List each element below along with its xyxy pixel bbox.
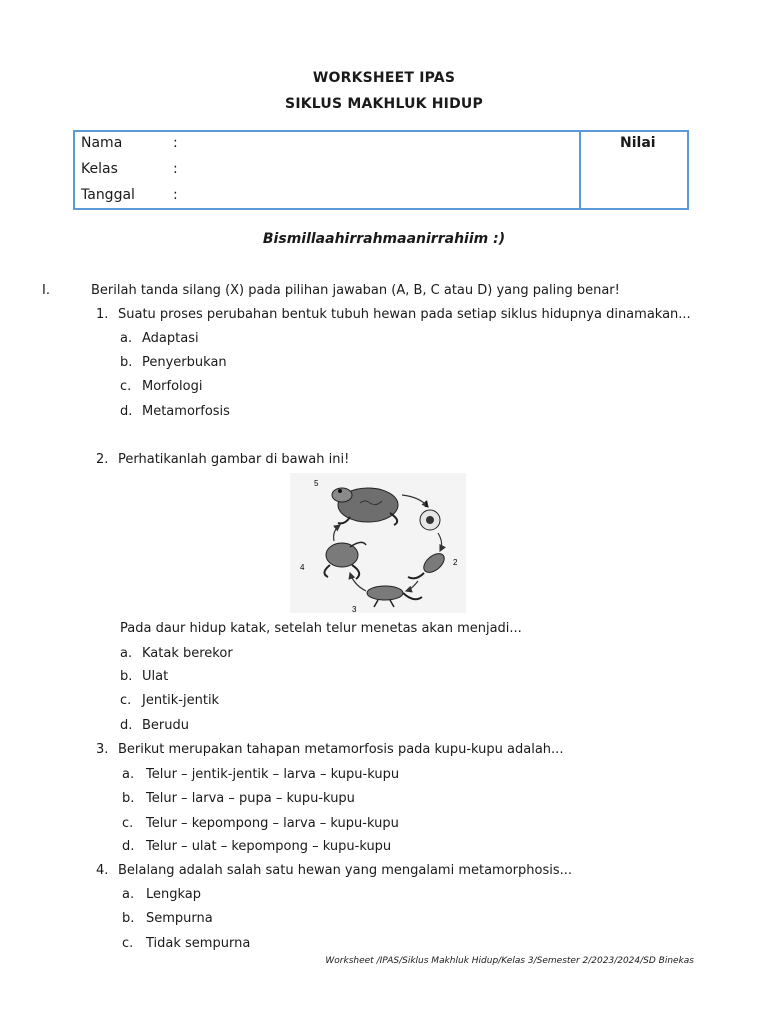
- q3-option-d: [122, 839, 391, 854]
- stage-label-1: 1: [424, 500, 429, 509]
- option-letter: b.: [120, 355, 133, 370]
- class-label: Kelas: [81, 161, 118, 177]
- option-text: Berudu: [142, 718, 189, 733]
- q2-option-a: [120, 646, 233, 661]
- egg-icon: [420, 510, 440, 530]
- section-instruction: Berilah tanda silang (X) pada pilihan jawaban (A, B, C atau D) yang paling benar!: [91, 283, 620, 298]
- option-text: Adaptasi: [142, 331, 199, 346]
- option-letter: a.: [120, 646, 133, 661]
- q1-option-a: [120, 331, 199, 346]
- option-letter: c.: [122, 816, 134, 831]
- date-row: [81, 187, 178, 203]
- option-letter: d.: [120, 718, 133, 733]
- stage-label-3: 3: [352, 605, 357, 613]
- q4-option-a: [122, 887, 201, 902]
- question-2: [96, 452, 349, 467]
- option-letter: b.: [122, 911, 135, 926]
- question-4: [96, 863, 572, 878]
- option-text: Telur – jentik-jentik – larva – kupu-kupu: [146, 767, 400, 782]
- date-label: Tanggal: [81, 187, 135, 203]
- option-text: Ulat: [142, 669, 169, 684]
- class-colon: :: [173, 161, 178, 177]
- q2-option-c: [120, 693, 219, 708]
- option-letter: a.: [120, 331, 133, 346]
- class-row: [81, 161, 178, 177]
- stage-label-5: 5: [314, 479, 319, 488]
- q2-followup: Pada daur hidup katak, setelah telur menetas akan menjadi...: [120, 621, 522, 636]
- option-letter: c.: [120, 379, 132, 394]
- page-footer: Worksheet /IPAS/Siklus Makhluk Hidup/Kelas 3/Semester 2/2023/2024/SD Binekas: [325, 956, 694, 966]
- q2-option-d: [120, 718, 189, 733]
- question-number: 1.: [96, 307, 109, 322]
- question-number: 3.: [96, 742, 109, 757]
- option-text: Penyerbukan: [142, 355, 227, 370]
- option-text: Metamorfosis: [142, 404, 230, 419]
- q4-option-b: [122, 911, 213, 926]
- option-letter: b.: [120, 669, 133, 684]
- q1-option-c: [120, 379, 202, 394]
- q1-option-b: [120, 355, 227, 370]
- worksheet-subtitle: SIKLUS MAKHLUK HIDUP: [285, 96, 483, 112]
- q3-option-a: [122, 767, 399, 782]
- option-letter: d.: [122, 839, 135, 854]
- greeting: Bismillaahirrahmaanirrahiim :): [262, 231, 506, 247]
- question-number: 4.: [96, 863, 109, 878]
- question-number: 2.: [96, 452, 109, 467]
- frog-life-cycle-figure: [290, 473, 466, 613]
- question-text: Belalang adalah salah satu hewan yang mengalami metamorphosis...: [118, 863, 573, 878]
- name-label: Nama: [81, 135, 123, 151]
- q2-option-b: [120, 669, 168, 684]
- option-text: Sempurna: [146, 911, 213, 926]
- score-divider: [579, 132, 581, 208]
- name-colon: :: [173, 135, 178, 151]
- question-3: [96, 742, 563, 757]
- option-letter: a.: [122, 767, 135, 782]
- name-row: [81, 135, 178, 151]
- question-text: Berikut merupakan tahapan metamorfosis pada kupu-kupu adalah...: [118, 742, 564, 757]
- section-number: I.: [42, 283, 50, 298]
- question-1: [96, 307, 691, 322]
- score-label: Nilai: [620, 135, 656, 151]
- q3-option-b: [122, 791, 355, 806]
- option-text: Telur – ulat – kepompong – kupu-kupu: [146, 839, 392, 854]
- option-letter: d.: [120, 404, 133, 419]
- date-colon: :: [173, 187, 178, 203]
- worksheet-title: WORKSHEET IPAS: [312, 70, 456, 86]
- question-text: Perhatikanlah gambar di bawah ini!: [118, 452, 350, 467]
- q1-option-d: [120, 404, 230, 419]
- option-letter: c.: [122, 936, 134, 951]
- stage-label-4: 4: [300, 563, 305, 572]
- option-text: Lengkap: [146, 887, 202, 902]
- q4-option-c: [122, 936, 250, 951]
- q3-option-c: [122, 816, 399, 831]
- option-letter: b.: [122, 791, 135, 806]
- option-text: Telur – larva – pupa – kupu-kupu: [146, 791, 355, 806]
- option-text: Telur – kepompong – larva – kupu-kupu: [146, 816, 399, 831]
- question-text: Suatu proses perubahan bentuk tubuh hewan pada setiap siklus hidupnya dinamakan...: [118, 307, 691, 322]
- option-text: Katak berekor: [142, 646, 233, 661]
- option-letter: a.: [122, 887, 135, 902]
- option-text: Morfologi: [142, 379, 203, 394]
- student-identity-box: [73, 130, 689, 210]
- option-text: Jentik-jentik: [142, 693, 220, 708]
- stage-label-2: 2: [453, 558, 458, 567]
- option-text: Tidak sempurna: [146, 936, 251, 951]
- option-letter: c.: [120, 693, 132, 708]
